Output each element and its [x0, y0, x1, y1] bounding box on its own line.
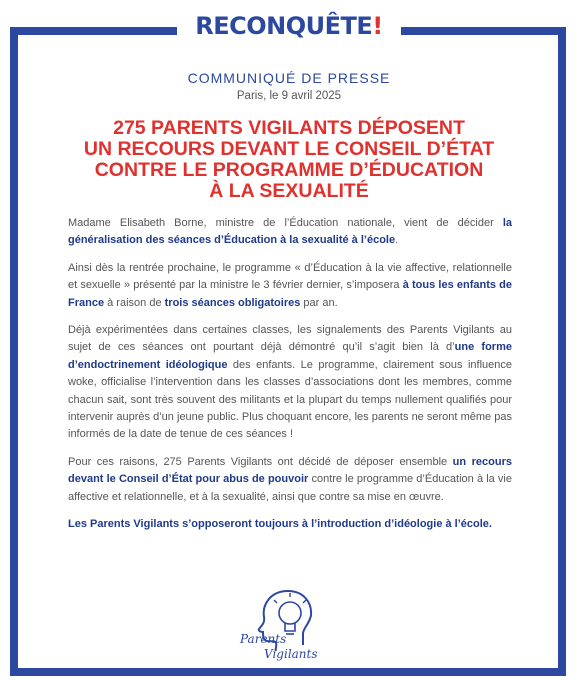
headline	[30, 118, 548, 202]
press-release-kicker: COMMUNIQUÉ DE PRESSE	[187, 70, 391, 86]
header	[0, 6, 578, 46]
headline-line: UN RECOURS DEVANT LE CONSEIL D’ÉTAT	[83, 138, 495, 160]
emphasis-run: un recours devant le Conseil d’État pour abus de pouvoir	[68, 455, 512, 486]
emphasis-run: à tous les enfants de France	[68, 279, 513, 309]
text-run: Pour ces raisons, 275 Parents Vigilants ont décidé de déposer ensemble	[68, 455, 453, 468]
press-release-body	[68, 215, 512, 544]
text-run: contre le programme d’Éducation à la vie affective et relationnelle, et à la sexualité, ainsi que contre sa mise en œuvre.	[68, 473, 512, 503]
reconquete-logo	[177, 6, 400, 46]
text-run: à raison de	[104, 296, 165, 309]
headline-line: CONTRE LE PROGRAMME D’ÉDUCATION	[94, 159, 484, 181]
paragraph	[68, 260, 512, 312]
headline-line: 275 PARENTS VIGILANTS DÉPOSENT	[113, 117, 465, 139]
headline-line: À LA SEXUALITÉ	[209, 180, 369, 202]
text-run: Madame Elisabeth Borne, ministre de l’Éducation nationale, vient de décider	[68, 217, 503, 229]
dateline: Paris, le 9 avril 2025	[236, 90, 342, 102]
paragraph	[68, 322, 512, 444]
parents-vigilants-logo-line1: Parents	[240, 632, 287, 646]
paragraph	[68, 215, 512, 250]
text-run: Ainsi dès la rentrée prochaine, le programme « d’Éducation à la vie affective, relationnelle et sexuelle » présenté par la ministre le 3 février dernier, s’imposera	[68, 261, 512, 292]
text-run: Déjà expérimentées dans certaines classes, les signalements des Parents Vigilants au sujet de ces séances ont pourtant déjà démontré qu’il s’agit bien là d’	[68, 324, 512, 354]
emphasis-run: trois séances obligatoires	[164, 296, 301, 309]
text-run: des enfants. Le programme, clairement sous influence woke, officialise l’intervention dans les classes d’associations dont les membres, comme chacun sait, sont très souvent des militants et la plupart du temps nullement qualifiés pour intervenir auprès d’un jeune public. Plus choquant encore, les parents ne seront même pas informés de la date de tenue de ces séances !	[68, 358, 512, 441]
emphasis-run: une forme d’endoctrinement idéologique	[68, 341, 512, 371]
text-run: .	[395, 234, 399, 247]
paragraph	[68, 454, 512, 506]
parents-vigilants-logo-line2: Vigilants	[264, 647, 318, 661]
emphasis-run: la généralisation des séances d’Éducation à la sexualité à l’école	[68, 217, 512, 247]
text-run: par an.	[300, 296, 338, 309]
logo-exclamation: !	[372, 12, 383, 40]
logo-wordmark: RECONQUÊTE	[195, 12, 373, 40]
closing-statement: Les Parents Vigilants s’opposeront toujours à l’introduction d’idéologie à l’école.	[68, 518, 492, 531]
